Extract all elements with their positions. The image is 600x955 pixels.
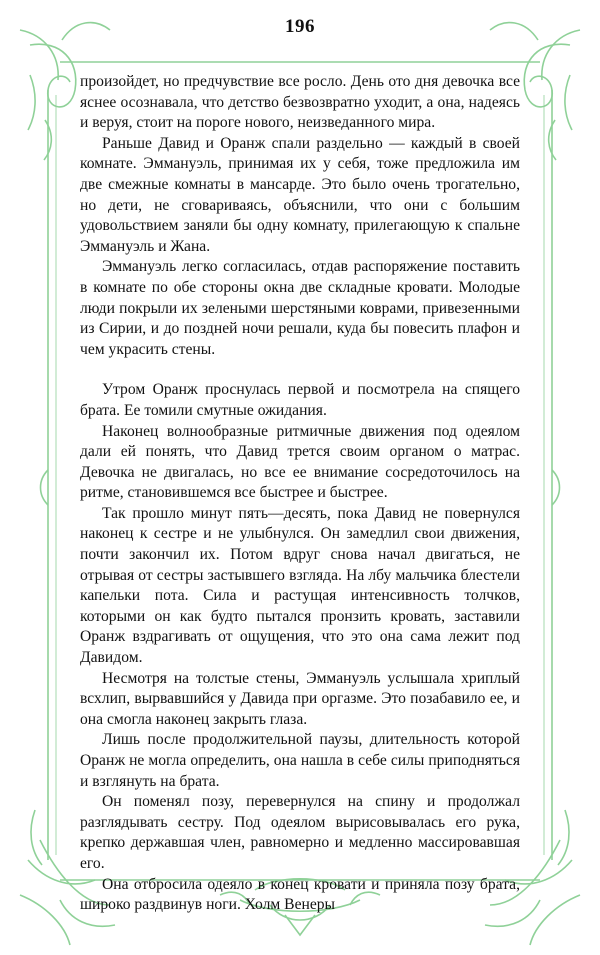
paragraph: Раньше Давид и Оранж спали раздельно — каждый в своей комнате. Эммануэль, принимая их у себя, тоже предложила им две смежные комнаты в мансарде. Это было очень трогательно, но дети, не сговариваясь, объяснили, что они с большим удовольствием заняли бы одну комнату, прилегающую к спальне Эммануэль и Жана. xyxy=(80,134,520,255)
paragraph: Несмотря на толстые стены, Эммануэль услышала хриплый всхлип, вырвавшийся у Давида при оргазме. Это позабавило ее, и она смогла наконец закрыть глаза. xyxy=(80,669,520,728)
paragraph: Она отбросила одеяло в конец кровати и приняла позу брата, широко раздвинув ноги. Холм Венеры xyxy=(80,875,520,914)
paragraph: Так прошло минут пять—десять, пока Давид не повернулся наконец к сестре и не улыбнулся. Он замедлил свои движения, почти закончил их. Потом вдруг снова начал двигаться, не отрывая от сестры застывшего взгляда. На лбу мальчика блестели капельки пота. Сила и растущая интенсивность толчков, которыми он как будто пытался пронзить кровать, заставили Оранж вздрагивать от ощущения, что это она сама лежит под Давидом. xyxy=(80,504,520,667)
paragraph: произойдет, но предчувствие все росло. День ото дня девочка все яснее осознавала, что детство безвозвратно уходит, а она, надеясь и веруя, стоит на пороге нового, неизведанного мира. xyxy=(80,73,520,132)
paragraph: Лишь после продолжительной паузы, длительность которой Оранж не могла определить, она нашла в себе силы приподняться и взглянуть на брата. xyxy=(80,731,520,790)
section-break xyxy=(80,360,520,380)
paragraph: Эммануэль легко согласилась, отдав распоряжение поставить в комнате по обе стороны окна две складные кровати. Молодые люди покрыли их зелеными шерстяными коврами, привезенными из Сирии, и до поздней ночи решали, куда бы повесить плафон и чем украсить стены. xyxy=(80,258,520,358)
paragraph: Он поменял позу, перевернулся на спину и продолжал разглядывать сестру. Под одеялом вырисовывалась его рука, крепко державшая член, равномерно и медленно массировавшая его. xyxy=(80,793,520,872)
page-number: 196 xyxy=(285,16,315,37)
paragraph: Утром Оранж проснулась первой и посмотрела на спящего брата. Ее томили смутные ожидания. xyxy=(80,381,520,419)
paragraph: Наконец волнообразные ритмичные движения под одеялом дали ей понять, что Давид трется своим органом о матрас. Девочка не двигалась, но все ее внимание сосредоточилось на ритме, становившемся все быстрее и быстрее. xyxy=(80,422,520,502)
page-body xyxy=(80,72,520,916)
